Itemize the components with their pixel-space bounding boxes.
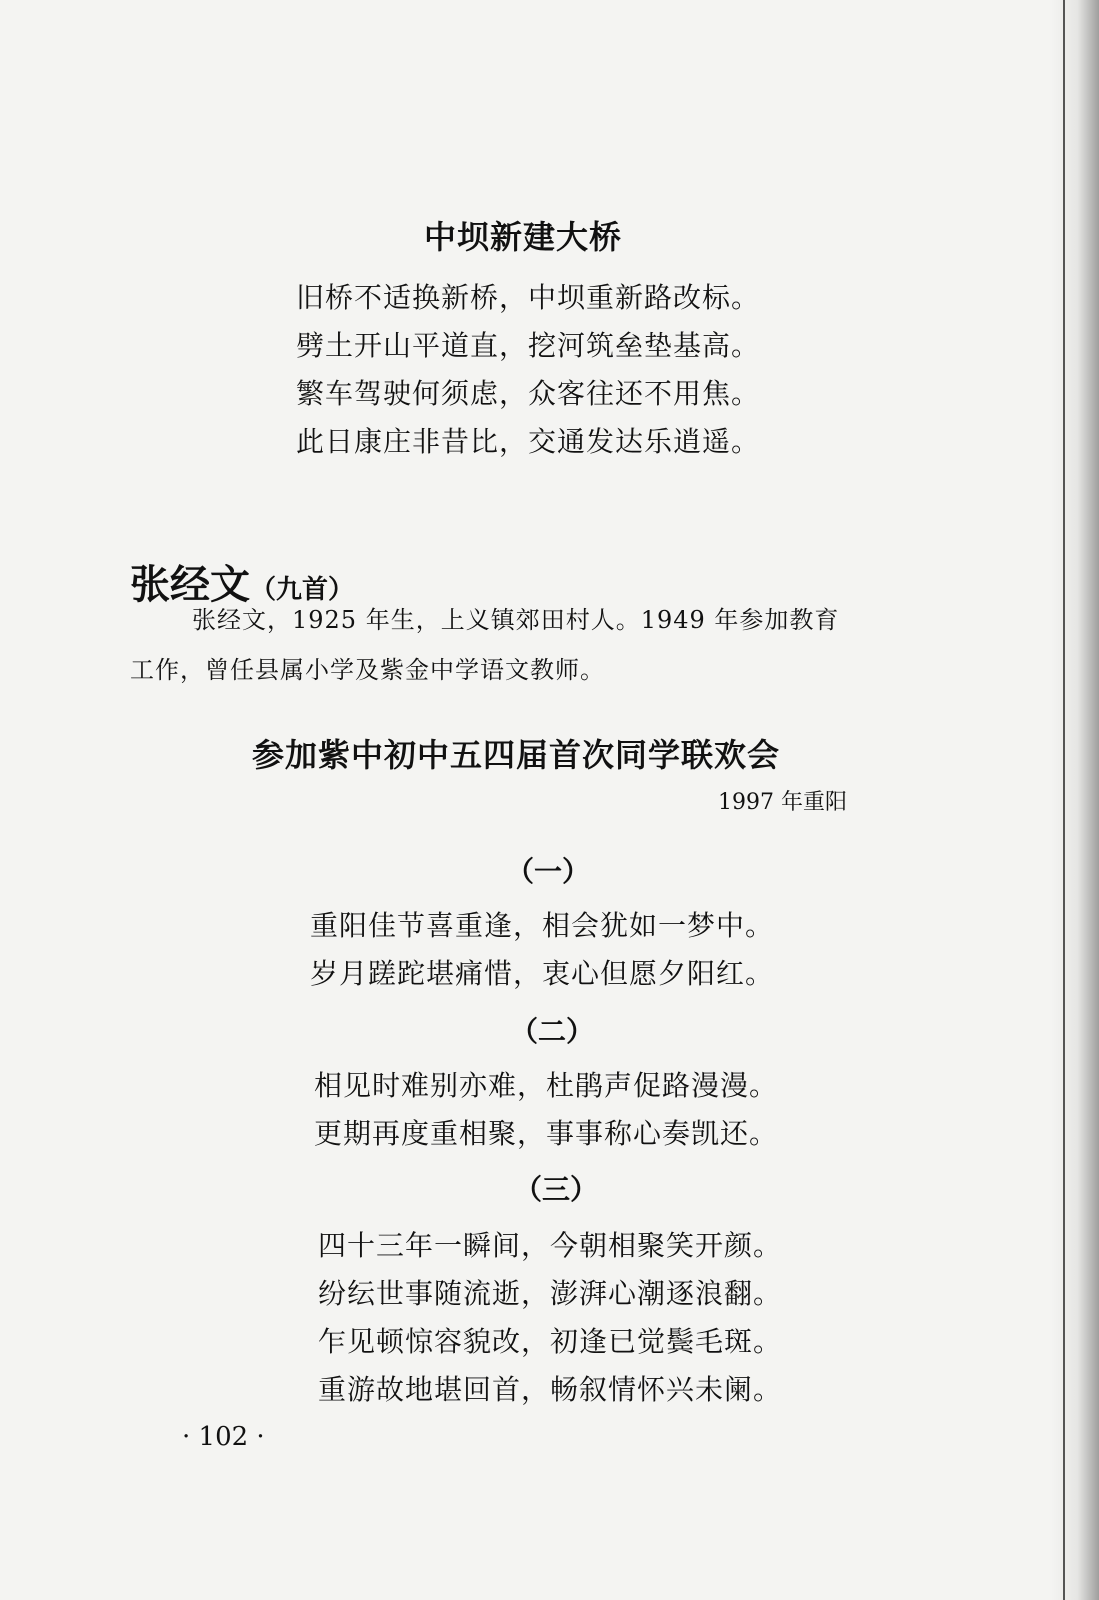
verse-line: 岁月蹉跎堪痛惜，衷心但愿夕阳红。 — [310, 957, 775, 990]
poem-title: 中坝新建大桥 — [424, 218, 623, 256]
verse-line: 重阳佳节喜重逢，相会犹如一梦中。 — [310, 909, 775, 942]
author-bio-line: 张经文，1925 年生，上义镇郊田村人。1949 年参加教育 — [192, 606, 840, 634]
author-bio-line: 工作，曾任县属小学及紫金中学语文教师。 — [130, 656, 605, 684]
section-number: （一） — [506, 855, 591, 888]
poem-stanza — [314, 1062, 778, 1158]
section-number: （二） — [510, 1015, 595, 1048]
verse-line: 劈土开山平道直，挖河筑垒垫基高。 — [296, 329, 761, 362]
section-number: （三） — [514, 1173, 599, 1206]
verse-line: 更期再度重相聚，事事称心奏凯还。 — [314, 1117, 779, 1150]
poem-stanza — [318, 1222, 782, 1414]
page-number: · 102 · — [182, 1422, 265, 1452]
verse-line: 纷纭世事随流逝，澎湃心潮逐浪翻。 — [318, 1277, 783, 1310]
author-poem-count: （九首） — [250, 575, 355, 605]
verse-line: 繁车驾驶何须虑，众客往还不用焦。 — [296, 377, 761, 410]
verse-line: 此日康庄非昔比，交通发达乐逍遥。 — [296, 425, 761, 458]
verse-line: 四十三年一瞬间，今朝相聚笑开颜。 — [318, 1229, 783, 1262]
verse-line: 重游故地堪回首，畅叙情怀兴未阑。 — [318, 1373, 783, 1406]
poem-stanza — [310, 902, 774, 998]
verse-line: 相见时难别亦难，杜鹃声促路漫漫。 — [314, 1069, 779, 1102]
page-edge-shadow — [1051, 0, 1099, 1600]
verse-line: 乍见顿惊容貌改，初逢已觉鬓毛斑。 — [318, 1325, 783, 1358]
poem-date: 1997 年重阳 — [718, 790, 847, 815]
page-edge-line — [1063, 0, 1065, 1600]
author-name: 张经文 — [130, 562, 250, 608]
poem-stanza — [296, 274, 760, 466]
poem-title: 参加紫中初中五四届首次同学联欢会 — [252, 736, 781, 774]
verse-line: 旧桥不适换新桥，中坝重新路改标。 — [296, 281, 761, 314]
